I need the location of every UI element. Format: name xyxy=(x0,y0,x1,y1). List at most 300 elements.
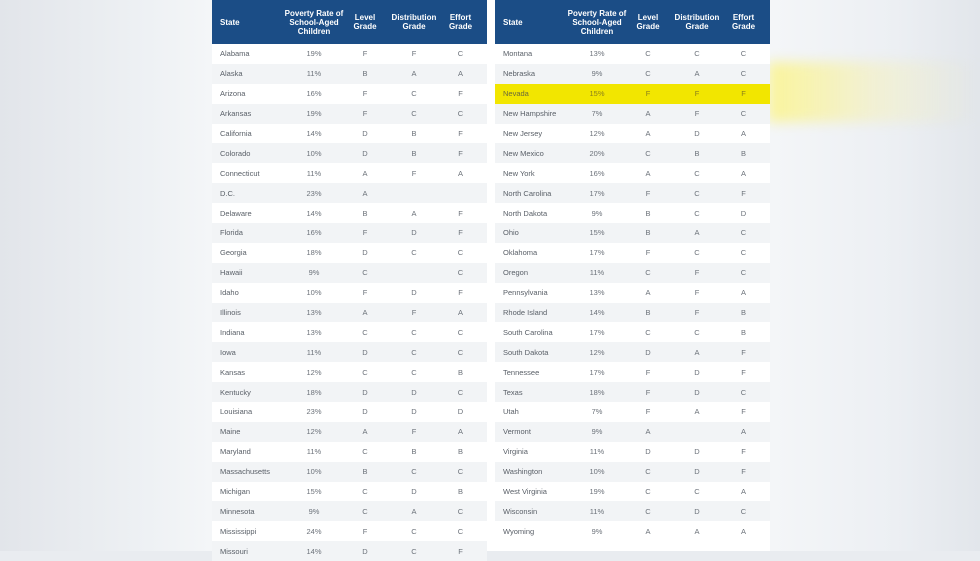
cell-poverty: 9% xyxy=(591,208,603,218)
cell-level-grade: F xyxy=(645,367,651,377)
cell-effort-grade: F xyxy=(741,188,746,198)
cell-poverty: 10% xyxy=(589,467,605,477)
cell-distribution-grade: C xyxy=(694,188,700,198)
table-row xyxy=(495,303,770,323)
cell-distribution-grade: D xyxy=(694,447,700,457)
cell-state: Oregon xyxy=(503,268,529,278)
cell-level-grade: B xyxy=(645,228,651,238)
cell-state: Maryland xyxy=(220,447,251,457)
table-row xyxy=(495,362,770,382)
cell-level-grade: D xyxy=(645,347,651,357)
cell-distribution-grade: F xyxy=(411,49,417,59)
cell-level-grade: F xyxy=(362,228,368,238)
cell-level-grade: B xyxy=(645,308,651,318)
cell-state: Connecticut xyxy=(220,168,260,178)
table-row xyxy=(495,521,770,541)
cell-level-grade: A xyxy=(645,109,651,119)
cell-level-grade: F xyxy=(362,109,368,119)
cell-poverty: 14% xyxy=(589,308,605,318)
cell-effort-grade: C xyxy=(740,69,747,79)
cell-distribution-grade: C xyxy=(411,327,417,337)
cell-state: Arizona xyxy=(220,89,246,99)
cell-poverty: 11% xyxy=(589,506,605,516)
cell-distribution-grade: D xyxy=(694,387,700,397)
table-row xyxy=(212,382,487,402)
cell-effort-grade: F xyxy=(458,228,463,238)
cell-effort-grade: C xyxy=(457,526,464,536)
table-row xyxy=(495,382,770,402)
cell-distribution-grade: F xyxy=(694,109,700,119)
cell-state: Idaho xyxy=(220,288,239,298)
cell-poverty: 13% xyxy=(589,288,605,298)
cell-poverty: 15% xyxy=(589,228,605,238)
cell-state: Indiana xyxy=(220,327,245,337)
cell-effort-grade: F xyxy=(741,407,746,417)
cell-effort-grade: B xyxy=(457,487,463,497)
cell-level-grade: C xyxy=(645,467,651,477)
cell-distribution-grade: C xyxy=(694,208,700,218)
table-row xyxy=(212,143,487,163)
cell-distribution-grade: D xyxy=(411,288,417,298)
cell-distribution-grade: B xyxy=(694,148,700,158)
table-row xyxy=(212,303,487,323)
cell-state: Nevada xyxy=(503,89,529,99)
cell-effort-grade: A xyxy=(457,69,463,79)
cell-level-grade: C xyxy=(362,447,368,457)
table-row xyxy=(212,283,487,303)
table-row xyxy=(495,263,770,283)
cell-effort-grade: F xyxy=(458,148,463,158)
table-row xyxy=(212,521,487,541)
table-header xyxy=(212,0,487,44)
table-row xyxy=(495,283,770,303)
table-row xyxy=(495,64,770,84)
cell-state: Washington xyxy=(503,467,543,477)
cell-distribution-grade: D xyxy=(694,506,700,516)
cell-state: New Mexico xyxy=(503,148,544,158)
cell-state: Vermont xyxy=(503,427,531,437)
cell-poverty: 11% xyxy=(589,447,605,457)
cell-level-grade: C xyxy=(362,367,368,377)
header-poverty: Poverty Rate of School-Aged Children xyxy=(284,8,344,36)
cell-state: Delaware xyxy=(220,208,252,218)
cell-distribution-grade: C xyxy=(411,526,417,536)
table-row xyxy=(212,263,487,283)
cell-distribution-grade: D xyxy=(411,387,417,397)
cell-level-grade: B xyxy=(645,208,651,218)
cell-level-grade: F xyxy=(645,248,651,258)
table-row xyxy=(495,501,770,521)
cell-level-grade: A xyxy=(645,427,651,437)
cell-poverty: 12% xyxy=(589,347,605,357)
right-table-body xyxy=(495,44,770,541)
cell-state: D.C. xyxy=(220,188,235,198)
table-row-highlighted xyxy=(495,84,770,104)
cell-poverty: 19% xyxy=(306,49,322,59)
cell-state: North Carolina xyxy=(503,188,552,198)
cell-poverty: 19% xyxy=(589,487,605,497)
table-row xyxy=(212,322,487,342)
cell-state: Florida xyxy=(220,228,243,238)
cell-poverty: 17% xyxy=(589,188,605,198)
cell-effort-grade: B xyxy=(740,327,746,337)
cell-effort-grade: C xyxy=(457,387,464,397)
cell-distribution-grade: B xyxy=(411,447,417,457)
cell-poverty: 17% xyxy=(589,327,605,337)
cell-poverty: 11% xyxy=(589,268,605,278)
cell-poverty: 12% xyxy=(589,129,605,138)
cell-level-grade: B xyxy=(362,467,368,477)
cell-effort-grade: A xyxy=(740,487,746,497)
cell-poverty: 10% xyxy=(306,467,322,477)
cell-level-grade: C xyxy=(362,487,368,497)
cell-state: Minnesota xyxy=(220,506,255,516)
cell-distribution-grade: A xyxy=(694,407,700,417)
cell-state: Illinois xyxy=(220,308,241,318)
table-row xyxy=(212,64,487,84)
cell-distribution-grade: C xyxy=(411,467,417,477)
cell-effort-grade: F xyxy=(741,367,746,377)
cell-distribution-grade: F xyxy=(694,308,700,318)
table-row xyxy=(495,104,770,124)
cell-effort-grade: F xyxy=(458,546,463,556)
cell-poverty: 13% xyxy=(306,308,322,318)
cell-poverty: 12% xyxy=(306,367,322,377)
cell-poverty: 23% xyxy=(306,188,322,198)
cell-state: Ohio xyxy=(503,228,519,238)
cell-poverty: 9% xyxy=(308,506,320,516)
cell-state: Georgia xyxy=(220,248,247,258)
table-row xyxy=(212,402,487,422)
table-row xyxy=(495,342,770,362)
document-page xyxy=(212,0,770,556)
cell-state: Kansas xyxy=(220,367,246,377)
cell-state: Nebraska xyxy=(503,69,536,79)
table-row xyxy=(212,44,487,64)
cell-poverty: 11% xyxy=(306,168,322,178)
table-row xyxy=(495,223,770,243)
cell-state: South Carolina xyxy=(503,327,553,337)
table-row xyxy=(495,243,770,263)
cell-distribution-grade: A xyxy=(411,69,417,79)
cell-state: Missouri xyxy=(220,546,248,556)
cell-level-grade: F xyxy=(362,49,368,59)
header-poverty: Poverty Rate of School-Aged Children xyxy=(567,8,627,36)
cell-poverty: 10% xyxy=(306,148,322,158)
cell-level-grade: C xyxy=(645,327,651,337)
cell-level-grade: C xyxy=(645,49,651,59)
cell-poverty: 23% xyxy=(306,407,322,417)
cell-distribution-grade: A xyxy=(411,506,417,516)
header-distribution: Distribution Grade xyxy=(391,13,437,31)
cell-effort-grade: A xyxy=(740,427,746,437)
cell-effort-grade: C xyxy=(740,506,747,516)
cell-effort-grade: A xyxy=(740,526,746,536)
cell-level-grade: C xyxy=(645,268,651,278)
cell-poverty: 14% xyxy=(306,208,322,218)
cell-state: Colorado xyxy=(220,148,251,158)
cell-level-grade: D xyxy=(645,447,651,457)
cell-state: Iowa xyxy=(220,347,236,357)
cell-state: Massachusetts xyxy=(220,467,271,477)
cell-poverty: 18% xyxy=(306,387,322,397)
cell-level-grade: C xyxy=(362,268,368,278)
cell-state: Tennessee xyxy=(503,367,540,377)
cell-distribution-grade: A xyxy=(411,208,417,218)
cell-effort-grade: B xyxy=(457,367,463,377)
cell-effort-grade: C xyxy=(457,49,464,59)
cell-level-grade: A xyxy=(645,129,651,138)
table-row xyxy=(212,362,487,382)
table-row xyxy=(212,482,487,502)
cell-distribution-grade: C xyxy=(411,347,417,357)
header-level: Level Grade xyxy=(353,13,377,31)
cell-effort-grade: D xyxy=(457,407,464,417)
cell-level-grade: C xyxy=(362,327,368,337)
cell-effort-grade: A xyxy=(740,129,746,138)
cell-effort-grade: A xyxy=(740,288,746,298)
cell-poverty: 16% xyxy=(306,228,322,238)
cell-effort-grade: C xyxy=(457,347,464,357)
cell-distribution-grade: C xyxy=(411,546,417,556)
cell-distribution-grade: A xyxy=(694,526,700,536)
cell-effort-grade: F xyxy=(741,467,746,477)
cell-state: Maine xyxy=(220,427,241,437)
table-row xyxy=(495,462,770,482)
cell-state: Louisiana xyxy=(220,407,253,417)
cell-level-grade: A xyxy=(645,526,651,536)
cell-effort-grade: C xyxy=(457,327,464,337)
table-row xyxy=(212,223,487,243)
table-row xyxy=(212,462,487,482)
table-header xyxy=(495,0,770,44)
cell-poverty: 16% xyxy=(589,168,605,178)
table-row xyxy=(495,322,770,342)
cell-distribution-grade: C xyxy=(694,487,700,497)
cell-effort-grade: C xyxy=(457,268,464,278)
cell-distribution-grade: D xyxy=(411,228,417,238)
cell-poverty: 11% xyxy=(306,347,322,357)
cell-poverty: 17% xyxy=(589,248,605,258)
cell-level-grade: A xyxy=(645,288,651,298)
table-row xyxy=(495,203,770,223)
table-row xyxy=(212,163,487,183)
cell-effort-grade: F xyxy=(458,288,463,298)
cell-state: New York xyxy=(503,168,535,178)
cell-distribution-grade: F xyxy=(694,288,700,298)
cell-effort-grade: F xyxy=(741,447,746,457)
table-row xyxy=(495,402,770,422)
cell-state: Utah xyxy=(503,407,519,417)
cell-effort-grade: C xyxy=(740,248,747,258)
header-effort: Effort Grade xyxy=(731,13,756,31)
cell-level-grade: A xyxy=(362,168,368,178)
cell-state: Pennsylvania xyxy=(503,288,548,298)
cell-effort-grade: C xyxy=(457,109,464,119)
left-table xyxy=(212,0,487,561)
table-row xyxy=(212,442,487,462)
cell-poverty: 24% xyxy=(306,526,322,536)
cell-distribution-grade: F xyxy=(694,268,700,278)
cell-effort-grade: C xyxy=(457,248,464,258)
cell-effort-grade: A xyxy=(457,427,463,437)
cell-poverty: 13% xyxy=(306,327,322,337)
cell-state: California xyxy=(220,129,252,138)
cell-distribution-grade: F xyxy=(411,308,417,318)
table-row xyxy=(495,124,770,144)
cell-poverty: 9% xyxy=(591,427,603,437)
cell-state: Rhode Island xyxy=(503,308,548,318)
cell-effort-grade: F xyxy=(458,129,463,138)
cell-distribution-grade: D xyxy=(694,129,700,138)
cell-poverty: 11% xyxy=(306,69,322,79)
cell-distribution-grade: A xyxy=(694,347,700,357)
table-row xyxy=(495,442,770,462)
cell-state: Alabama xyxy=(220,49,250,59)
cell-distribution-grade: C xyxy=(694,248,700,258)
table-row xyxy=(495,163,770,183)
cell-level-grade: A xyxy=(645,168,651,178)
cell-effort-grade: B xyxy=(740,308,746,318)
cell-effort-grade: C xyxy=(740,109,747,119)
table-row xyxy=(212,84,487,104)
highlight-glow xyxy=(768,62,980,122)
cell-level-grade: A xyxy=(362,427,368,437)
cell-state: Mississippi xyxy=(220,526,257,536)
cell-effort-grade: C xyxy=(740,387,747,397)
cell-state: West Virginia xyxy=(503,487,547,497)
table-row xyxy=(495,143,770,163)
cell-effort-grade: C xyxy=(457,467,464,477)
cell-poverty: 15% xyxy=(589,89,605,99)
cell-level-grade: F xyxy=(645,407,651,417)
cell-state: Wyoming xyxy=(503,526,535,536)
right-table xyxy=(495,0,770,541)
cell-poverty: 19% xyxy=(306,109,322,119)
header-level: Level Grade xyxy=(636,13,660,31)
table-row xyxy=(212,501,487,521)
cell-distribution-grade: C xyxy=(411,109,417,119)
cell-effort-grade: B xyxy=(740,148,746,158)
cell-poverty: 12% xyxy=(306,427,322,437)
cell-state: Texas xyxy=(503,387,523,397)
cell-state: Kentucky xyxy=(220,387,251,397)
cell-distribution-grade: A xyxy=(694,228,700,238)
cell-level-grade: C xyxy=(645,487,651,497)
cell-distribution-grade: A xyxy=(694,69,700,79)
cell-level-grade: D xyxy=(362,248,368,258)
cell-level-grade: F xyxy=(645,387,651,397)
cell-level-grade: B xyxy=(362,69,368,79)
cell-effort-grade: A xyxy=(457,308,463,318)
cell-distribution-grade: F xyxy=(411,427,417,437)
cell-state: South Dakota xyxy=(503,347,549,357)
cell-distribution-grade: D xyxy=(411,407,417,417)
cell-poverty: 7% xyxy=(591,407,603,417)
cell-poverty: 10% xyxy=(306,288,322,298)
cell-distribution-grade: C xyxy=(694,49,700,59)
cell-level-grade: D xyxy=(362,148,368,158)
cell-effort-grade: D xyxy=(740,208,747,218)
cell-effort-grade: C xyxy=(740,228,747,238)
cell-state: Michigan xyxy=(220,487,251,497)
cell-level-grade: C xyxy=(645,506,651,516)
cell-effort-grade: B xyxy=(457,447,463,457)
cell-state: New Jersey xyxy=(503,129,543,138)
table-row xyxy=(212,104,487,124)
cell-poverty: 15% xyxy=(306,487,322,497)
table-row xyxy=(495,422,770,442)
cell-distribution-grade: B xyxy=(411,129,417,138)
cell-poverty: 14% xyxy=(306,546,322,556)
cell-poverty: 16% xyxy=(306,89,322,99)
cell-state: Wisconsin xyxy=(503,506,538,516)
cell-state: New Hampshire xyxy=(503,109,557,119)
cell-level-grade: C xyxy=(362,506,368,516)
cell-poverty: 9% xyxy=(591,69,603,79)
cell-state: Montana xyxy=(503,49,533,59)
left-table-body xyxy=(212,44,487,561)
cell-poverty: 18% xyxy=(306,248,322,258)
cell-poverty: 18% xyxy=(589,387,605,397)
cell-poverty: 20% xyxy=(589,148,605,158)
table-row xyxy=(212,203,487,223)
table-row xyxy=(212,124,487,144)
table-row xyxy=(212,541,487,561)
cell-level-grade: F xyxy=(362,288,368,298)
cell-state: Oklahoma xyxy=(503,248,538,258)
table-row xyxy=(495,482,770,502)
cell-level-grade: D xyxy=(362,407,368,417)
cell-poverty: 17% xyxy=(589,367,605,377)
cell-level-grade: C xyxy=(645,148,651,158)
cell-state: Virginia xyxy=(503,447,528,457)
cell-poverty: 13% xyxy=(589,49,605,59)
cell-distribution-grade: C xyxy=(411,248,417,258)
cell-effort-grade: F xyxy=(741,89,746,99)
table-row xyxy=(495,44,770,64)
cell-level-grade: F xyxy=(362,89,368,99)
cell-effort-grade: A xyxy=(457,168,463,178)
cell-state: North Dakota xyxy=(503,208,548,218)
cell-distribution-grade: C xyxy=(694,327,700,337)
cell-level-grade: F xyxy=(362,526,368,536)
cell-level-grade: A xyxy=(362,188,368,198)
cell-level-grade: D xyxy=(362,347,368,357)
header-effort: Effort Grade xyxy=(448,13,473,31)
table-row xyxy=(495,183,770,203)
table-row xyxy=(212,342,487,362)
cell-distribution-grade: C xyxy=(411,367,417,377)
cell-distribution-grade: D xyxy=(694,467,700,477)
table-row xyxy=(212,183,487,203)
background-left xyxy=(0,0,212,551)
cell-poverty: 14% xyxy=(306,129,322,138)
cell-distribution-grade: D xyxy=(694,367,700,377)
cell-distribution-grade: B xyxy=(411,148,417,158)
cell-level-grade: D xyxy=(362,129,368,138)
cell-level-grade: A xyxy=(362,308,368,318)
cell-poverty: 9% xyxy=(591,526,603,536)
cell-poverty: 9% xyxy=(308,268,320,278)
cell-effort-grade: F xyxy=(741,347,746,357)
cell-level-grade: F xyxy=(645,188,651,198)
cell-level-grade: C xyxy=(645,69,651,79)
cell-effort-grade: C xyxy=(740,268,747,278)
table-row xyxy=(212,422,487,442)
cell-level-grade: B xyxy=(362,208,368,218)
cell-effort-grade: C xyxy=(740,49,747,59)
